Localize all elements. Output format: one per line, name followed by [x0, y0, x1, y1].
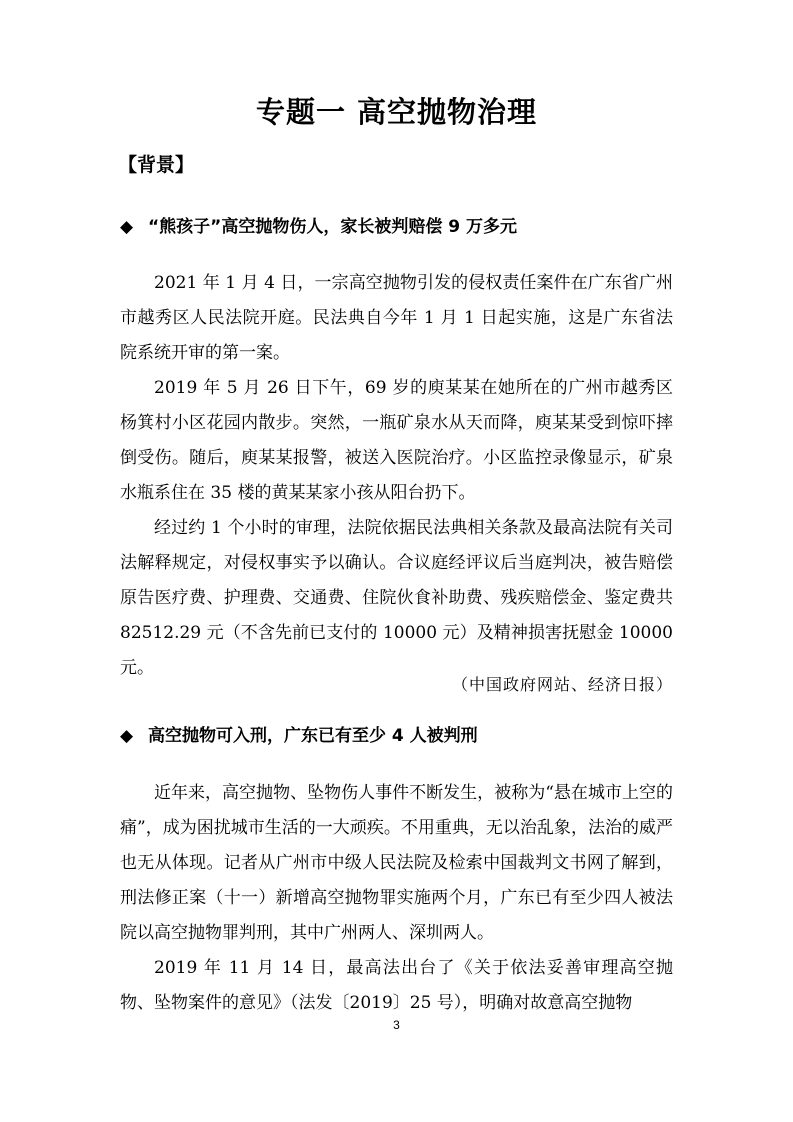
paragraph: 经过约 1 个小时的审理，法院依据民法典相关条款及最高法院有关司法解释规定，对侵权事实予以确认。合议庭经评议后当庭判决，被告赔偿原告医疗费、护理费、交通费、住院伙食补助费、残疾赔偿金、鉴定费共 82512.29 元（不含先前已支付的 10000 元）及精神损害抚慰金 10000 元。 — [120, 518, 673, 678]
paragraph: 近年来，高空抛物、坠物伤人事件不断发生，被称为“悬在城市上空的痛”，成为困扰城市生活的一大顽疾。不用重典，无以治乱象，法治的威严也无从体现。记者从广州市中级人民法院及检索中国裁判文书网了解到，刑法修正案（十一）新增高空抛物罪实施两个月，广东已有至少四人被法院以高空抛物罪判刑，其中广州两人、深圳两人。 — [120, 783, 673, 943]
diamond-bullet-icon: ◆ — [120, 726, 134, 746]
paragraph: 2019 年 5 月 26 日下午，69 岁的庾某某在她所在的广州市越秀区杨箕村小区花园内散步。突然，一瓶矿泉水从天而降，庾某某受到惊吓摔倒受伤。随后，庾某某报警，被送入医院治疗。小区监控录像显示，矿泉水瓶系住在 35 楼的黄某某家小孩从阳台扔下。 — [120, 378, 673, 503]
page-title: 专题一 高空抛物治理 — [255, 95, 538, 129]
source-citation: （中国政府网站、经济日报） — [451, 675, 673, 694]
article-heading-2 — [120, 722, 478, 750]
page-number: 3 — [393, 1018, 400, 1032]
paragraph: 2019 年 11 月 14 日，最高法出台了《关于依法妥善审理高空抛物、坠物案件的意见》（法发〔2019〕25 号），明确对故意高空抛物 — [120, 958, 673, 1013]
article-heading-text: “熊孩子”高空抛物伤人，家长被判赔偿 9 万多元 — [148, 217, 518, 237]
diamond-bullet-icon: ◆ — [120, 217, 134, 237]
section-label: 【背景】 — [118, 154, 195, 176]
article-heading-1 — [120, 213, 517, 241]
paragraph: 2021 年 1 月 4 日，一宗高空抛物引发的侵权责任案件在广东省广州市越秀区人民法院开庭。民法典自今年 1 月 1 日起实施，这是广东省法院系统开审的第一案。 — [120, 273, 673, 363]
article-heading-text: 高空抛物可入刑，广东已有至少 4 人被判刑 — [148, 726, 478, 746]
